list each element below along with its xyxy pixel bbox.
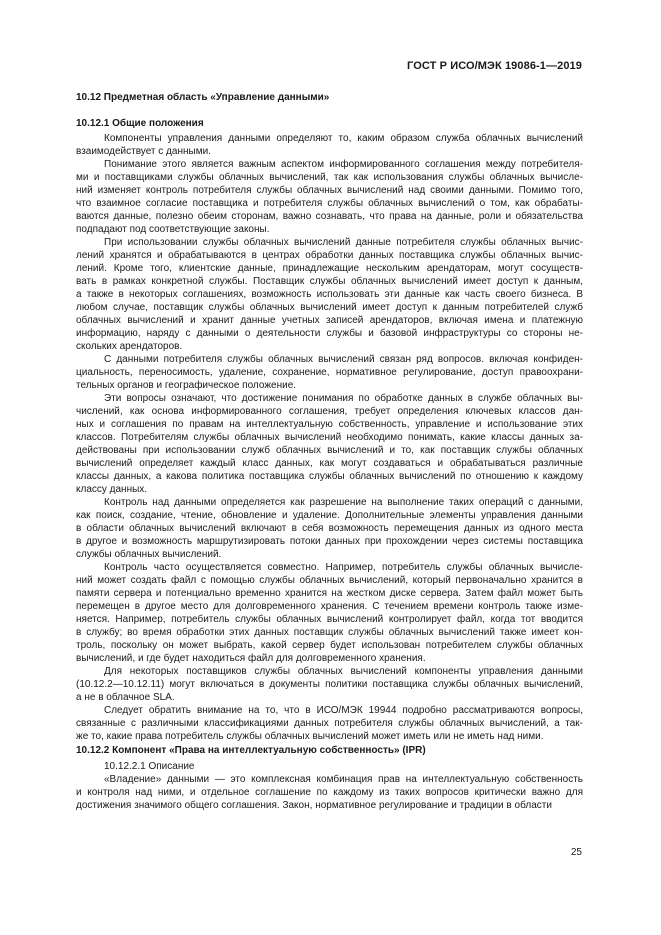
paragraph-line: ми и поставщиками службы облачных вычислений, так как использования службы облачных вычисле- (76, 172, 583, 183)
paragraph-line: информацию, наряду с данными о деятельности службы и базовой инфраструктуры со стороны не- (76, 328, 583, 339)
paragraph-line: перемещен в другое место для долговременного хранения. С течением времени контроль также изме- (76, 601, 583, 612)
paragraph (76, 158, 583, 236)
paragraph-line: лений. Кроме того, клиентские данные, принадлежащие нескольким арендаторам, могут сосуществ- (76, 263, 583, 274)
paragraph-line: подпадают под соответствующие законы. (76, 224, 270, 235)
document-body (76, 92, 583, 812)
paragraph-line: троль, поскольку он может выбрать, какой сервер будет использован потребителем службы облачных (76, 640, 583, 651)
paragraph (76, 665, 583, 704)
paragraph-line: циальность, переносимость, удаление, сохранение, нормативное регулирование, доступ правоохрани- (76, 367, 583, 378)
paragraph-line: скольких арендаторов. (76, 341, 183, 352)
paragraph-line: облачных вычислений и хранит данные учетных записей арендаторов, включая имена и платежную (76, 315, 583, 326)
paragraph-line: достижения значимого общего соглашения. Закон, нормативное регулирование и традиции в области (76, 800, 552, 811)
paragraph-line: как поиск, создание, чтение, обновление и удаление. Дополнительные элементы управления данными (76, 510, 583, 521)
paragraph-line: Для некоторых поставщиков службы облачных вычислений компоненты управления данными (104, 666, 583, 677)
paragraph-line: в другое и возможность маршрутизировать потоки данных при прохождении через системы поставщика (76, 536, 583, 547)
paragraph-line: ных и соглашения по правам на интеллектуальную собственность, управление и использование этих (76, 419, 583, 430)
subsection-title: 10.12.1 Общие положения (76, 118, 204, 129)
paragraph (76, 496, 583, 561)
paragraph-line: ний изменяет контроль потребителя службы облачных вычислений над своими данными. Помимо того, (76, 185, 583, 196)
paragraphs (76, 132, 583, 743)
paragraph-line: С данными потребителя службы облачных вычислений связан ряд вопросов. включая конфиден- (104, 354, 583, 365)
subsubsection-title-text: 10.12.2.1 Описание (104, 761, 195, 772)
paragraph-line: (10.12.2—10.12.11) могут включаться в документы политики поставщика службы облачных вычислений, (76, 679, 583, 690)
paragraph-line: в области облачных вычислений включают в себя возможность перемещения данных из одного места (76, 523, 583, 534)
paragraph-line: Понимание этого является важным аспектом информированного соглашения между потребителя- (104, 159, 583, 170)
paragraph-line: лений хранятся и обрабатываются в центрах обработки данных поставщика службы облачных вычис- (76, 250, 583, 261)
paragraph-line: тельных органов и географическое положение. (76, 380, 297, 391)
page-number: 25 (570, 847, 582, 858)
paragraph-line: няется. Например, потребитель службы облачных вычислений контролирует файл, когда тот вводится (76, 614, 583, 625)
paragraph (76, 704, 583, 743)
paragraph-line: службы облачных вычислений. (76, 549, 222, 560)
paragraph-line: памяти сервера и потенциально временно хранится на жестком диске сервера. Затем файл может быть (76, 588, 583, 599)
paragraph-line: классов. Потребителям службы облачных вычислений необходимо понимать, какие классы данных за- (76, 432, 583, 443)
paragraph-line: вычислений определяет каждый класс данных, как могут создаваться и обрабатываться различные (76, 458, 583, 469)
standard-header: ГОСТ Р ИСО/МЭК 19086-1—2019 (407, 60, 582, 72)
paragraph (76, 392, 583, 496)
paragraph-line: а не в облачное SLA. (76, 692, 175, 703)
paragraph (76, 773, 583, 812)
paragraph (76, 236, 583, 353)
paragraph-line: в службу; во время обработки этих данных поставщик службы облачных вычислений также имеет кон- (76, 627, 583, 638)
paragraph-line: а также в некоторых соглашениях, возможность использовать эти данные как часть своего бизнеса. В (76, 289, 583, 300)
section-title: 10.12 Предметная область «Управление данными» (76, 92, 330, 103)
paragraph-line: действованы при использовании служб облачных вычислений и то, как поставщик службы облачных (76, 445, 583, 456)
paragraph-line: Эти вопросы означают, что достижение понимания по обработке данных в службе облачных вы- (104, 393, 583, 404)
paragraph-line: взаимодействует с данными. (76, 146, 211, 157)
paragraph-line: Контроль над данными определяется как разрешение на выполнение таких операций с данными, (104, 497, 583, 508)
paragraph (76, 132, 583, 158)
paragraph-line: ваются данные, полезно обеим сторонам, важно сознавать, что права на данные, роли и обязательства (76, 211, 583, 222)
paragraph-line: Контроль часто осуществляется совместно. Например, потребитель службы облачных вычисле- (104, 562, 583, 573)
paragraph (76, 561, 583, 665)
paragraph-line: вычислений, и где будет находиться файл для долговременного хранения. (76, 653, 426, 664)
paragraph-line: Компоненты управления данными определяют то, каким образом служба облачных вычислений (104, 133, 583, 144)
paragraph (76, 353, 583, 392)
paragraph-line: классы данных, а какова политика поставщика службы облачных вычислений по отношению к каждому (76, 471, 583, 482)
paragraph-line: любом случае, поставщик службы облачных вычислений имеет доступ к данным потребителей служб (76, 302, 583, 313)
subsection2-title: 10.12.2 Компонент «Права на интеллектуальную собственность» (IPR) (76, 745, 426, 756)
paragraph-line: и контроля над ними, и отдельное соглашение по каждому из таких вопросов критически важно для (76, 787, 583, 798)
subsubsection-title (76, 760, 583, 773)
paragraph-line: что взаимное согласие поставщика и потребителя службы облачных вычислений о том, как обрабаты- (76, 198, 583, 209)
paragraph-line: связанные с различными классификациями данных потребителя службы облачных вычислений, а так- (76, 718, 583, 729)
paragraph-line: ний может создать файл с помощью службы облачных вычислений, который первоначально хранится в (76, 575, 583, 586)
paragraph-line: «Владение» данными — это комплексная комбинация прав на интеллектуальную собственность (104, 774, 583, 785)
paragraph-line: числений, как основа информированного соглашения, требует определения ключевых классов дан- (76, 406, 583, 417)
paragraph-line: Следует обратить внимание на то, что в ИСО/МЭК 19944 подробно рассматриваются вопросы, (104, 705, 583, 716)
paragraph-line: вать в рамках конкретной службы. Поставщик службы облачных вычислений имеет доступ к данным, (76, 276, 583, 287)
paragraph-line: При использовании службы облачных вычислений данные потребителя службы облачных вычис- (104, 237, 583, 248)
paragraph-line: классу данных. (76, 484, 148, 495)
paragraph-ownership (76, 773, 583, 812)
paragraph-line: же то, какие права потребитель службы облачных вычислений может иметь или не иметь над ними. (76, 731, 544, 742)
